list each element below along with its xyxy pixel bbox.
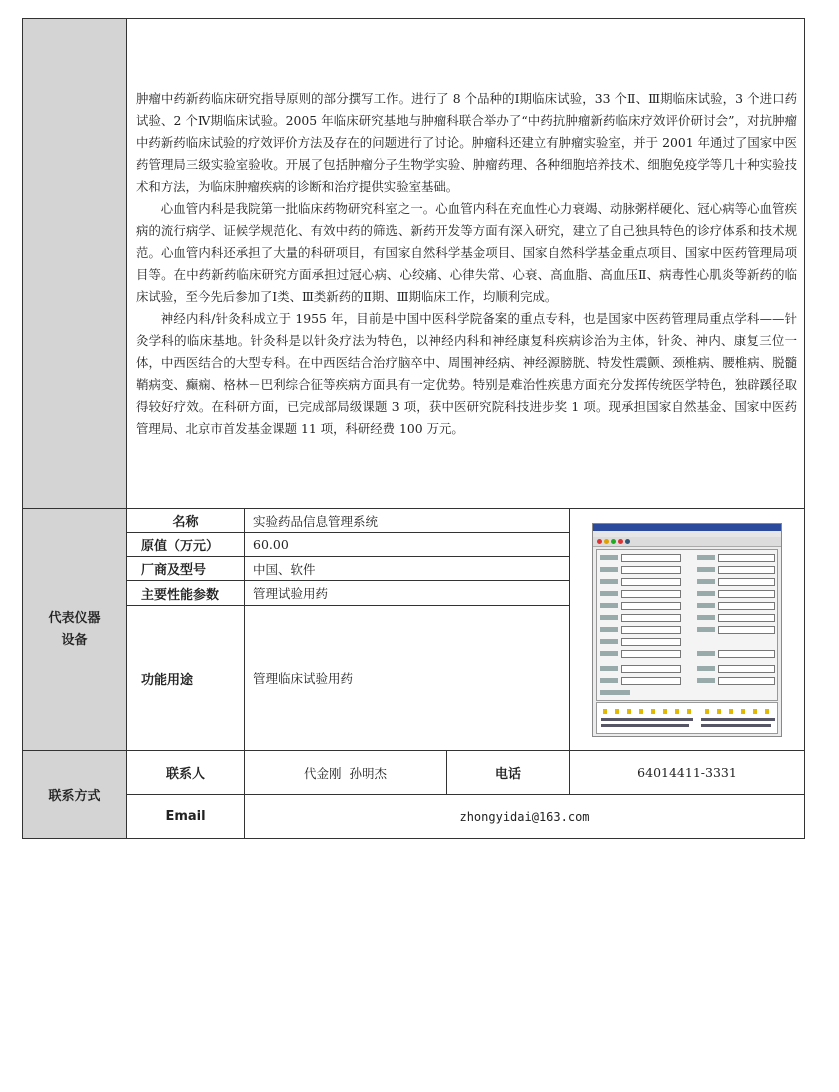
phone-label: 电话 xyxy=(447,751,570,795)
paragraph-oncology: 肿瘤中药新药临床研究指导原则的部分撰写工作。进行了 8 个品种的Ⅰ期临床试验，33 个Ⅱ、Ⅲ期临床试验，3 个进口药试验、2 个Ⅳ期临床试验。2005 年临床研究基地与肿瘤科联合举办了“中药抗肿瘤新药临床疗效评价研讨会”，对抗肿瘤中药新药临床试验的疗效评价方法及存在的问题进行了讨论。肿瘤科还建立有肿瘤实验室，并于 2001 年通过了国家中医药管理局三级实验室验收。开展了包括肿瘤分子生物学实验、肿瘤药理、各种细胞培养技术、细胞免疫学等几十种实验技术和方法，为临床肿瘤疾病的诊断和治疗提供实验室基础。 xyxy=(136,90,798,194)
performance-params-value: 管理试验用药 xyxy=(245,581,570,606)
name-value: 实验药品信息管理系统 xyxy=(245,509,570,533)
email-label: Email xyxy=(127,795,245,839)
software-screenshot-image xyxy=(592,523,782,737)
contact-person-value: 代金刚 孙明杰 xyxy=(245,751,447,795)
original-value-label: 原值（万元） xyxy=(127,533,245,557)
paragraph-cardiology: 心血管内科是我院第一批临床药物研究科室之一。心血管内科在充血性心力衰竭、动脉粥样硬化、冠心病等心血管疾病的流行病学、证候学规范化、有效中药的筛选、新药开发等方面有深入研究，建立了自己独具特色的诊疗体系和技术规范。心血管内科还承担了大量的科研项目，有国家自然科学基金项目、国家自然科学基金重点项目、国家中医药管理局项目等。在中药新药临床研究方面承担过冠心病、心绞痛、心律失常、心衰、高血脂、高血压Ⅱ、病毒性心肌炎等新药的临床试验，至今先后参加了Ⅰ类、Ⅲ类新药的Ⅱ期、Ⅲ期临床工作，均顺利完成。 xyxy=(136,200,798,304)
instrument-section-label: 代表仪器设备 xyxy=(23,509,127,751)
intro-text-cell xyxy=(127,19,805,509)
email-value[interactable]: zhongyidai@163.com xyxy=(245,795,805,839)
phone-value: 64014411-3331 xyxy=(570,751,805,795)
contact-person-label: 联系人 xyxy=(127,751,245,795)
maker-model-label: 厂商及型号 xyxy=(127,557,245,581)
function-usage-value: 管理临床试验用药 xyxy=(245,606,570,751)
paragraph-neurology: 神经内科/针灸科成立于 1955 年，目前是中国中医科学院备案的重点专科，也是国家中医药管理局重点学科——针灸学科的临床基地。针灸科是以针灸疗法为特色，以神经内科和神经康复科疾病诊治为主体，针灸、神内、康复三位一体，中西医结合的大型专科。在中西医结合治疗脑卒中、周围神经病、神经源膀胱、特发性震颤、颈椎病、腰椎病、脱髓鞘病变、癫痫、格林－巴利综合征等疾病方面具有一定优势。特别是难治性疾患方面充分发挥传统医学特色，独辟蹊径取得较好疗效。在科研方面，已完成部局级课题 3 项，获中医研究院科技进步奖 1 项。现承担国家自然基金、国家中医药管理局、北京市首发基金课题 11 项，科研经费 100 万元。 xyxy=(136,310,798,436)
document-table-container xyxy=(22,18,804,839)
function-usage-label: 功能用途 xyxy=(127,606,245,751)
contact-section-label: 联系方式 xyxy=(23,751,127,839)
maker-model-value: 中国、软件 xyxy=(245,557,570,581)
instrument-screenshot-cell xyxy=(570,509,805,751)
original-value-value: 60.00 xyxy=(245,533,570,557)
intro-left-cell xyxy=(23,19,127,509)
name-label: 名称 xyxy=(127,509,245,533)
performance-params-label: 主要性能参数 xyxy=(127,581,245,606)
lab-info-table xyxy=(22,18,805,839)
